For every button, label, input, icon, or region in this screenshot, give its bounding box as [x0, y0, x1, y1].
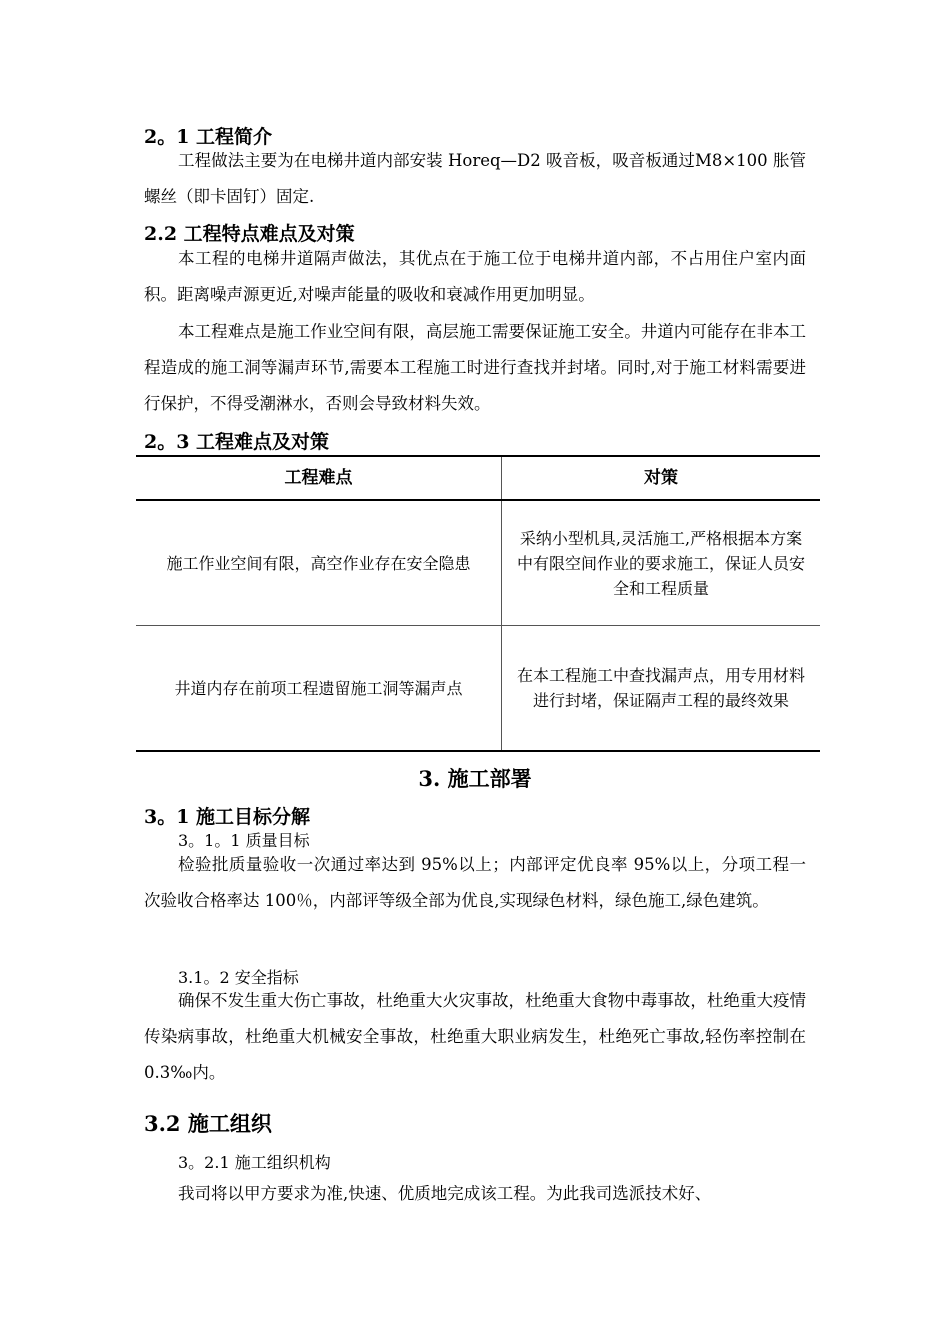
paragraph-quality-target: 检验批质量验收一次通过率达到 95%以上；内部评定优良率 95%以上，分项工程一次验收合格率达 100％，内部评等级全部为优良,实现绿色材料，绿色施工,绿色建筑。	[144, 855, 806, 910]
table-row	[136, 500, 820, 626]
paragraph-organization: 我司将以甲方要求为准,快速、优质地完成该工程。为此我司选派技术好、	[178, 1184, 712, 1203]
paragraph-project-intro: 工程做法主要为在电梯井道内部安装 Horeq—D2 吸音板，吸音板通过M8×100 胀管螺丝（即卡固钉）固定.	[144, 151, 806, 206]
subheading-organization: 3。2.1 施工组织机构	[178, 1153, 331, 1172]
section-heading-3-1: 3。1 施工目标分解	[144, 806, 311, 828]
table-cell-difficulty: 施工作业空间有限，高空作业存在安全隐患	[136, 500, 502, 626]
table-cell-countermeasure: 在本工程施工中查找漏声点，用专用材料进行封堵，保证隔声工程的最终效果	[516, 666, 805, 710]
paragraph-safety-indicator: 确保不发生重大伤亡事故，杜绝重大火灾事故，杜绝重大食物中毒事故，杜绝重大疫情传染病事故，杜绝重大机械安全事故，杜绝重大职业病发生，杜绝死亡事故,轻伤率控制在 0.3‰内。	[144, 991, 806, 1082]
section-heading-2-1: 2。1 工程简介	[144, 126, 273, 148]
table-header-difficulty: 工程难点	[136, 456, 502, 500]
paragraph-features: 本工程的电梯井道隔声做法，其优点在于施工位于电梯井道内部，不占用住户室内面积。距离噪声源更近,对噪声能量的吸收和衰减作用更加明显。	[144, 249, 806, 304]
section-heading-2-2: 2.2 工程特点难点及对策	[144, 223, 355, 245]
chapter-title-3: 3. 施工部署	[418, 766, 532, 791]
table-header-countermeasure: 对策	[502, 456, 821, 500]
table-row	[136, 626, 820, 752]
subheading-quality-target: 3。1。1 质量目标	[178, 831, 310, 850]
table-cell-difficulty: 井道内存在前项工程遗留施工洞等漏声点	[136, 626, 502, 752]
section-heading-3-2: 3.2 施工组织	[144, 1111, 272, 1136]
table-cell-countermeasure: 采纳小型机具,灵活施工,严格根据本方案中有限空间作业的要求施工，保证人员安全和工程质量	[502, 500, 821, 626]
section-heading-2-3: 2。3 工程难点及对策	[144, 431, 330, 453]
table-header-row	[136, 456, 820, 500]
subheading-safety-indicator: 3.1。2 安全指标	[178, 968, 299, 987]
paragraph-difficulties: 本工程难点是施工作业空间有限，高层施工需要保证施工安全。井道内可能存在非本工程造成的施工洞等漏声环节,需要本工程施工时进行查找并封堵。同时,对于施工材料需要进行保护，不得受潮淋水，否则会导致材料失效。	[144, 322, 806, 413]
difficulties-table	[136, 455, 820, 752]
